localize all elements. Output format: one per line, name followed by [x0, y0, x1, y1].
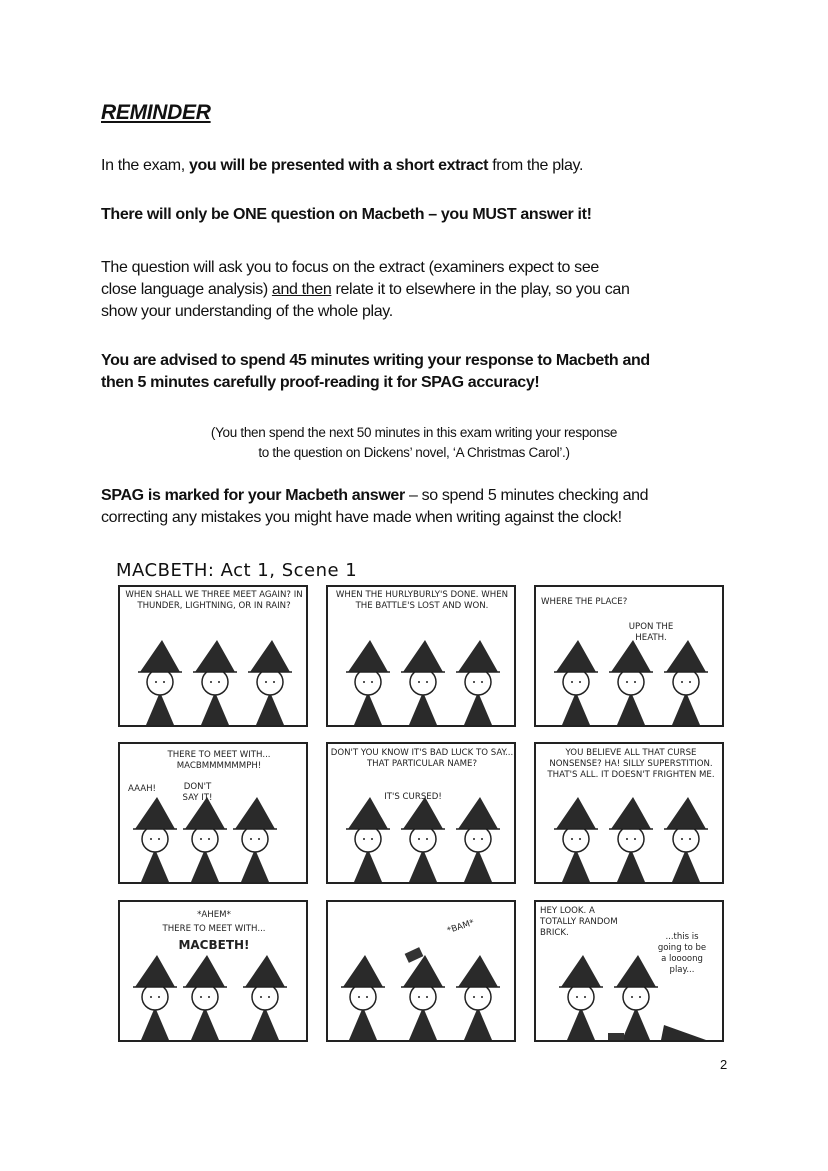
witch-figure — [401, 640, 445, 725]
comic-panel-5 — [326, 742, 516, 884]
text: You are advised to spend 45 minutes writing your response to Macbeth and — [101, 352, 650, 369]
paragraph-exam-extract — [101, 155, 583, 177]
bold-text: you will be presented with a short extract — [188, 157, 489, 174]
speech-text: MACBETH! — [178, 938, 250, 952]
witch-figure — [138, 640, 182, 725]
underlined-text: and then — [271, 281, 332, 298]
text: to the question on Dickens’ novel, ‘A Christmas Carol’.) — [258, 445, 570, 460]
witch-figure — [559, 955, 603, 1040]
text: relate it to elsewhere in the play, so you can — [331, 281, 630, 298]
witches-illustration — [120, 945, 306, 1040]
witch-figure — [401, 797, 445, 882]
comic-panel-3 — [534, 585, 724, 727]
text: close language analysis) — [101, 281, 272, 298]
speech-text: THERE TO MEET WITH... MACBMMMMMMPH! — [167, 750, 271, 771]
witch-figure — [183, 797, 227, 882]
text: In the exam, — [101, 157, 189, 174]
witch-figure — [346, 797, 390, 882]
speech-text: ...this is going to be a loooong play... — [657, 932, 707, 975]
witch-figure — [233, 797, 277, 882]
witches-illustration — [536, 945, 722, 1040]
witches-illustration — [328, 787, 514, 882]
speech-text: YOU BELIEVE ALL THAT CURSE NONSENSE? HA! SILLY SUPERSTITION. THAT'S ALL. IT DOESN'T FRIGHTEN ME. — [547, 748, 715, 780]
paragraph-spag — [101, 485, 648, 529]
comic-panel-6 — [534, 742, 724, 884]
witches-illustration — [120, 630, 306, 725]
witch-figure — [554, 797, 598, 882]
sound-effect-text: *BAM* — [446, 917, 476, 937]
speech-text: THERE TO MEET WITH... — [162, 924, 266, 934]
witch-figure — [183, 955, 227, 1040]
witch-figure — [133, 797, 177, 882]
witch-figure — [248, 640, 292, 725]
witch-figure — [614, 955, 658, 1040]
comic-panel-2 — [326, 585, 516, 727]
witches-illustration — [536, 787, 722, 882]
comic-panel-7 — [118, 900, 308, 1042]
note-christmas-carol — [0, 423, 828, 463]
speech-text: *AHEM* — [197, 910, 231, 920]
speech-text: AAAH! — [127, 784, 157, 794]
witches-illustration — [328, 945, 514, 1040]
witch-figure — [133, 955, 177, 1040]
brick-icon — [405, 947, 424, 963]
brick-icon — [608, 1033, 624, 1040]
witch-figure — [243, 955, 287, 1040]
fallen-witch-hat — [661, 1025, 706, 1040]
speech-text: UPON THE HEATH. — [628, 622, 674, 643]
witch-figure — [609, 797, 653, 882]
witch-figure — [341, 955, 385, 1040]
witch-figure — [609, 640, 653, 725]
text: from the play. — [488, 157, 584, 174]
page-number: 2 — [720, 1057, 728, 1072]
comic-panel-4 — [118, 742, 308, 884]
witches-illustration — [536, 630, 722, 725]
speech-text: WHERE THE PLACE? — [541, 597, 628, 607]
text: The question will ask you to focus on the extract (examiners expect to see — [101, 259, 599, 276]
speech-text: HEY LOOK. A TOTALLY RANDOM BRICK. — [540, 906, 618, 938]
speech-text: DON'T YOU KNOW IT'S BAD LUCK TO SAY... THAT PARTICULAR NAME? — [330, 748, 514, 769]
speech-text: WHEN SHALL WE THREE MEET AGAIN? IN THUNDER, LIGHTNING, OR IN RAIN? — [125, 590, 303, 611]
speech-text: IT'S CURSED! — [384, 792, 442, 802]
witch-figure — [193, 640, 237, 725]
witch-figure — [664, 797, 708, 882]
witch-figure — [456, 955, 500, 1040]
comic-title: MACBETH: Act 1, Scene 1 — [116, 560, 358, 581]
comic-panel-8 — [326, 900, 516, 1042]
witch-figure — [346, 640, 390, 725]
paragraph-one-question: There will only be ONE question on Macbeth – you MUST answer it! — [101, 206, 592, 223]
text: correcting any mistakes you might have made when writing against the clock! — [101, 509, 622, 526]
witch-figure — [554, 640, 598, 725]
comic-panel-9 — [534, 900, 724, 1042]
comic-panel-1 — [118, 585, 308, 727]
witch-figure — [401, 955, 445, 1040]
witch-figure — [456, 797, 500, 882]
page-heading: REMINDER — [101, 101, 211, 124]
witch-figure — [664, 640, 708, 725]
speech-text: WHEN THE HURLYBURLY'S DONE. WHEN THE BATTLE'S LOST AND WON. — [335, 590, 509, 611]
paragraph-question-focus — [101, 257, 630, 323]
witches-illustration — [328, 630, 514, 725]
speech-text: DON'T SAY IT! — [182, 782, 213, 803]
text: then 5 minutes carefully proof-reading it for SPAG accuracy! — [101, 374, 540, 391]
text: (You then spend the next 50 minutes in this exam writing your response — [210, 425, 618, 440]
paragraph-timing-advice — [101, 350, 650, 394]
witch-figure — [456, 640, 500, 725]
text: – so spend 5 minutes checking and — [404, 487, 649, 504]
bold-text: SPAG is marked for your Macbeth answer — [101, 487, 405, 504]
witches-illustration — [120, 787, 306, 882]
text: show your understanding of the whole play. — [101, 303, 393, 320]
